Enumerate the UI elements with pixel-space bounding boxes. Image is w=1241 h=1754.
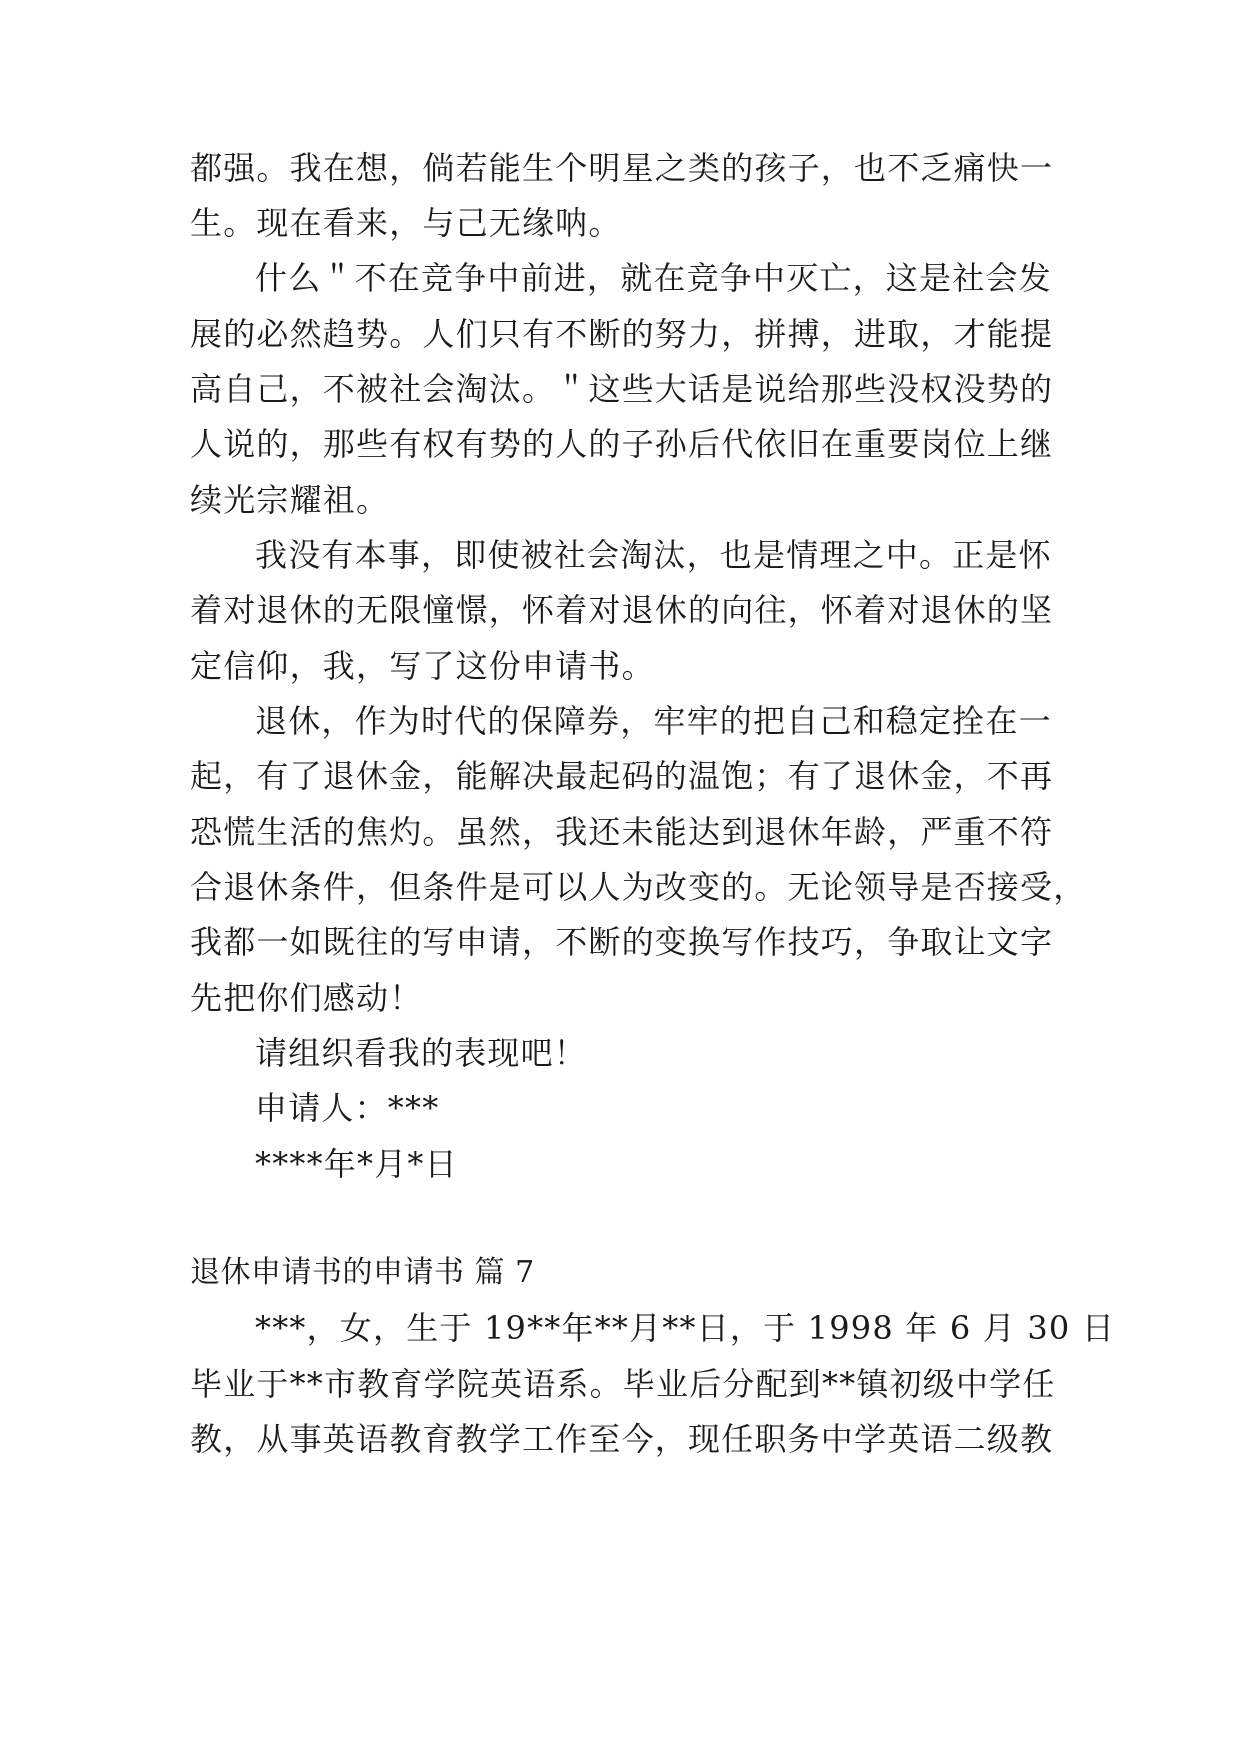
text-line: 教，从事英语教育教学工作至今，现任职务中学英语二级教 bbox=[190, 1420, 1054, 1458]
text-line: 先把你们感动！ bbox=[190, 979, 423, 1017]
text-line: 人说的，那些有权有势的人的子孙后代依旧在重要岗位上继 bbox=[190, 425, 1054, 463]
text-line: 我都一如既往的写申请，不断的变换写作技巧，争取让文字 bbox=[190, 923, 1054, 961]
text-line: 生。现在看来，与己无缘呐。 bbox=[190, 204, 622, 242]
paragraph-start-line: 退休，作为时代的保障券，牢牢的把自己和稳定拴在一 bbox=[255, 702, 1052, 740]
text-line: 合退休条件，但条件是可以人为改变的。无论领导是否接受， bbox=[190, 868, 1087, 906]
text-line: 展的必然趋势。人们只有不断的努力，拼搏，进取，才能提 bbox=[190, 315, 1054, 353]
text-line: 恐慌生活的焦灼。虽然，我还未能达到退休年龄，严重不符 bbox=[190, 813, 1054, 851]
text-line: 起，有了退休金，能解决最起码的温饱；有了退休金，不再 bbox=[190, 757, 1054, 795]
text-line: 毕业于**市教育学院英语系。毕业后分配到**镇初级中学任 bbox=[190, 1365, 1056, 1403]
paragraph-start-line: 什么＂不在竞争中前进，就在竞争中灭亡，这是社会发 bbox=[255, 259, 1052, 297]
closing-line: 请组织看我的表现吧！ bbox=[255, 1034, 588, 1072]
text-line: 着对退休的无限憧憬，怀着对退休的向往，怀着对退休的坚 bbox=[190, 591, 1054, 629]
text-line: 都强。我在想，倘若能生个明星之类的孩子，也不乏痛快一 bbox=[190, 149, 1054, 187]
paragraph-start-line: 我没有本事，即使被社会淘汰，也是情理之中。正是怀 bbox=[255, 536, 1052, 574]
section-title: 退休申请书的申请书 篇 7 bbox=[190, 1255, 535, 1290]
paragraph-start-line: ***，女，生于 19**年**月**日，于 1998 年 6 月 30 日 bbox=[255, 1309, 1116, 1347]
date-line: ****年*月*日 bbox=[255, 1145, 458, 1183]
text-line: 定信仰，我，写了这份申请书。 bbox=[190, 647, 655, 685]
text-line: 高自己，不被社会淘汰。＂这些大话是说给那些没权没势的 bbox=[190, 370, 1054, 408]
text-line: 续光宗耀祖。 bbox=[190, 481, 390, 519]
applicant-line: 申请人：*** bbox=[255, 1089, 440, 1127]
